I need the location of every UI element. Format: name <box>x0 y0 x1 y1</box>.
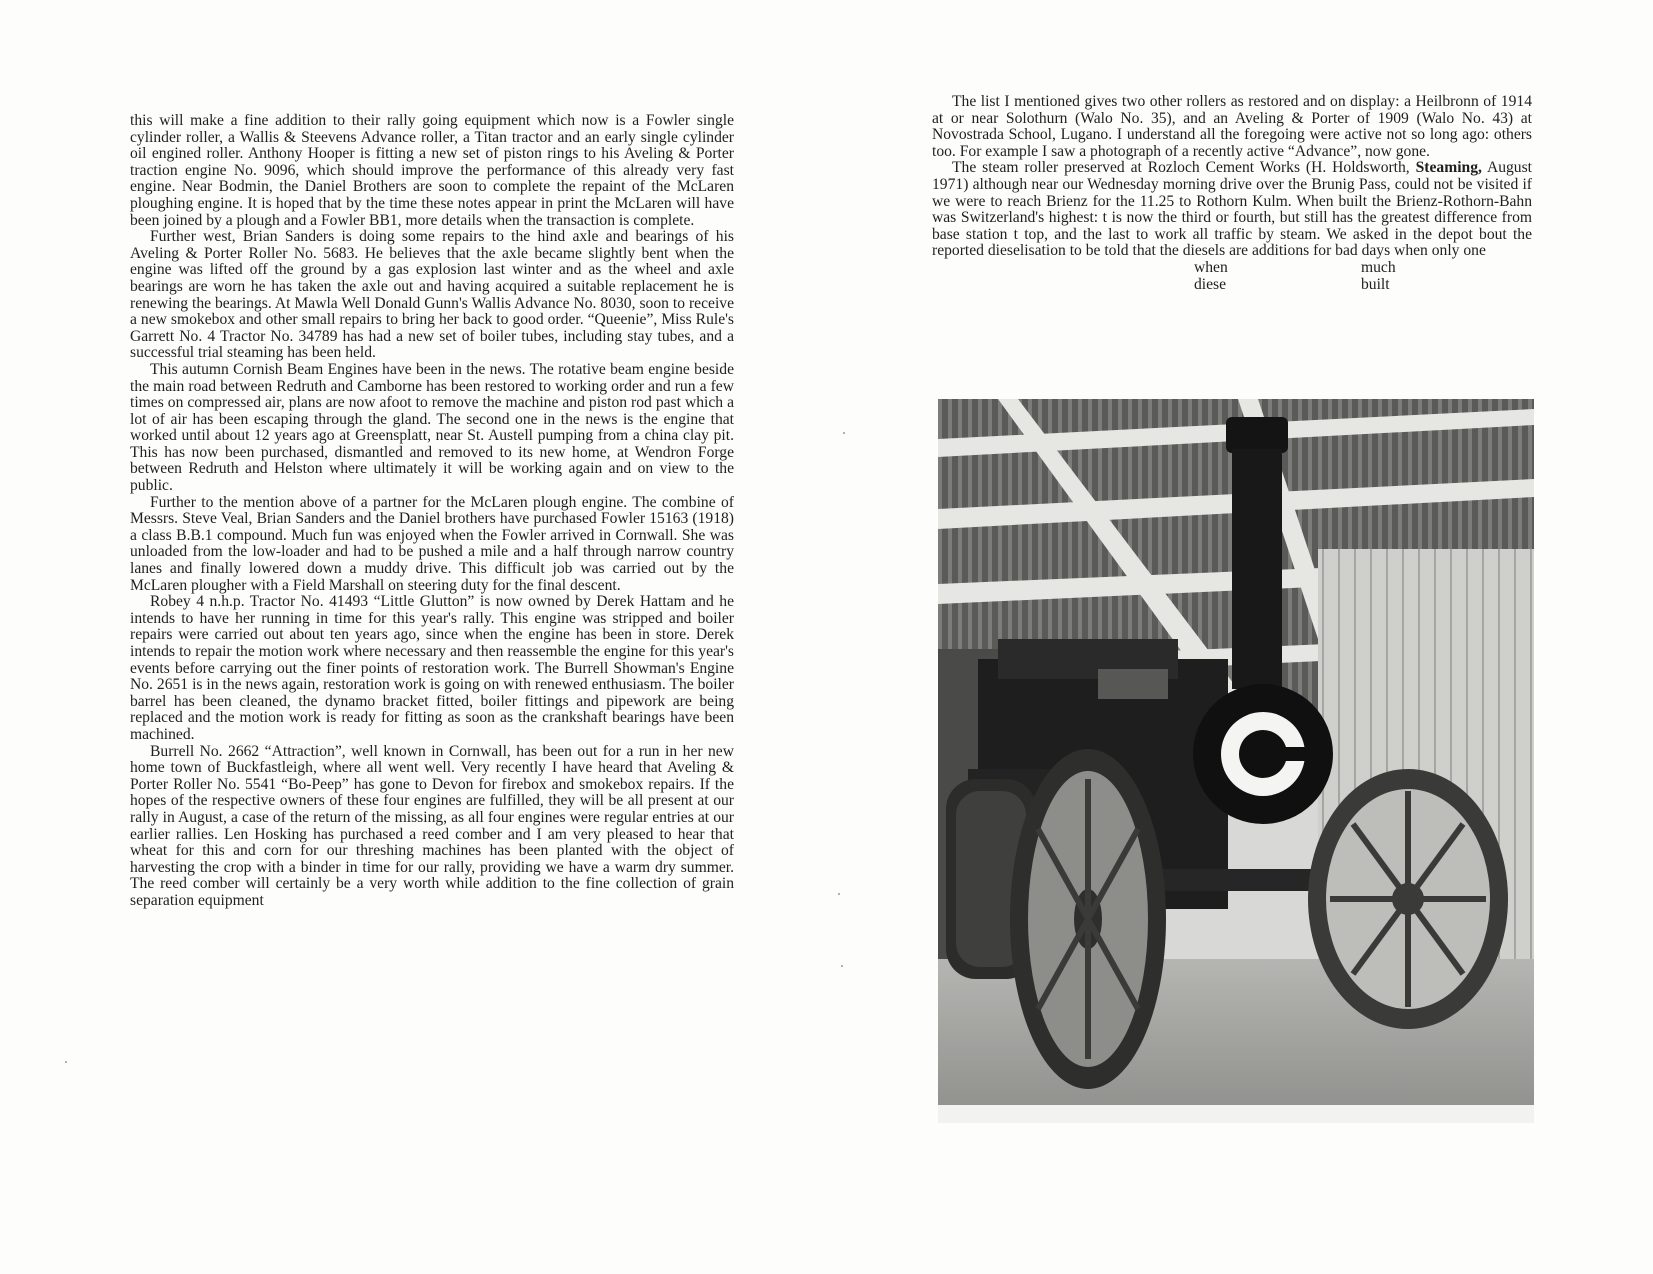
paragraph: The list I mentioned gives two other rollers as restored and on display: a Heilbronn of 1914 at or near Solothurn (Walo No. 35), and an Aveling & Porter of 1909 (Walo No. 43) at Novostrada School, Lugano. I understand all the foregoing were active not so long ago: others too. For example I saw a photograph of a recently active “Advance”, now gone. <box>932 93 1532 160</box>
traction-engine-photo <box>938 399 1534 1123</box>
paragraph: Robey 4 n.h.p. Tractor No. 41493 “Little Glutton” is now owned by Derek Hattam and he intends to have her running in time for this year's rally. This engine was stripped and boiler repairs were carried out about ten years ago, since when the engine has been in store. Derek intends to repair the motion work where necessary and then reassemble the engine for this year's events before carrying out the finer points of restoration work. The Burrell Showman's Engine No. 2651 is in the news again, restoration work is going on with renewed enthusiasm. The boiler barrel has been cleaned, the dynamo bracket fitted, boiler fittings and pipework are being replaced and the motion work is ready for fitting as soon as the crankshaft bearings have been machined. <box>130 593 734 743</box>
speck <box>65 1061 67 1063</box>
publication-title: Steaming, <box>1415 159 1482 177</box>
photo-bottom-border <box>938 1105 1534 1123</box>
text-fragment: diese <box>1194 275 1227 293</box>
paragraph: This autumn Cornish Beam Engines have been in the news. The rotative beam engine beside the main road between Redruth and Camborne has been restored to working order and run a few times on compressed air, plans are now afoot to remove the machine and piston rod past which a lot of air has been escaping through the gland. The second one in the news is the engine that worked until about 12 years ago at Greensplatt, near St. Austell pumping from a china clay pit. This has now been purchased, dismantled and removed to its new home, at Wendron Forge between Redruth and Helston where ultimately it will be working again and on view to the public. <box>130 360 734 495</box>
truncated-line <box>932 277 1532 294</box>
paragraph: Further west, Brian Sanders is doing some repairs to the hind axle and bearings of his Aveling & Porter Roller No. 5683. He believes that the axle became slightly bent when the engine was lifted off the ground by a gas explosion last winter and as the wheel and axle bearings are worn he has taken the axle out and having acquired a suitable replacement he is renewing the bearings. At Mawla Well Donald Gunn's Wallis Advance No. 8030, soon to receive a new smokebox and other small repairs to bring her back to good order. “Queenie”, Miss Rule's Garrett No. 4 Tractor No. 34789 has had a new set of boiler tubes, including stay tubes, and a successful trial steaming has been held. <box>130 228 734 362</box>
speck <box>843 432 845 434</box>
speck <box>838 893 840 895</box>
text-fragment: much <box>1361 258 1396 276</box>
front-wheel-right <box>1308 769 1508 1029</box>
paragraph: Further to the mention above of a partner for the McLaren plough engine. The combine of Messrs. Steve Veal, Brian Sanders and the Daniel brothers have purchased Fowler 15163 (1918) a class B.B.1 compound. Much fun was enjoyed when the Fowler arrived in Cornwall. She was unloaded from the low-loader and had to be pushed a mile and a half through narrow country lanes and finally lowered down a muddy drive. This difficult job was carried out by the McLaren plougher with a Field Marshall on steering duty for the final descent. <box>130 493 734 594</box>
left-page-text-column <box>130 113 734 910</box>
text-fragment: when <box>1194 258 1228 276</box>
speck <box>841 965 843 967</box>
chimney <box>1226 417 1288 689</box>
photo-illustration <box>938 399 1534 1123</box>
right-page-text-column <box>932 94 1532 294</box>
front-wheel-left <box>1010 749 1166 1089</box>
paragraph-text: August 1971) although near our Wednesday morning drive over the Brunig Pass, could not be visited if we were to reach Brienz for the 11.25 to Rothorn Kulm. When built the Brienz-Rothorn-Bahn was Switzerland's highest: t is now the third or fourth, but still has the greatest difference from base station t top, and the last to work all traffic by steam. We asked in the depot bout the reported dieselisation to be told that the diesels are additions for bad days when only one <box>932 159 1533 260</box>
paragraph <box>932 160 1532 260</box>
paragraph-text: The steam roller preserved at Rozloch Cement Works (H. Holdsworth, <box>952 159 1410 177</box>
paragraph: Burrell No. 2662 “Attraction”, well known in Cornwall, has been out for a run in her new home town of Buckfastleigh, where all went well. Very recently I have heard that Aveling & Porter Roller No. 5541 “Bo-Peep” has gone to Devon for firebox and smokebox repairs. If the hopes of the respective owners of these four engines are fulfilled, they will be all present at our rally in August, a case of the return of the missing, as all four engines were regular entries at our earlier rallies. Len Hosking has purchased a reed comber and I am very pleased to hear that wheat for this and corn for our threshing machines has been planted with the object of harvesting the crop with a binder in time for our rally, providing we have a warm dry summer. The reed comber will certainly be a very worth while addition to the fine collection of grain separation equipment <box>130 742 734 909</box>
truncated-line <box>932 260 1532 277</box>
paragraph: this will make a fine addition to their rally going equipment which now is a Fowler single cylinder roller, a Wallis & Steevens Advance roller, a Titan tractor and an early single cylinder oil engined roller. Anthony Hooper is fitting a new set of piston rings to his Aveling & Porter traction engine No. 9096, which should improve the performance of this already very fast engine. Near Bodmin, the Daniel Brothers are soon to complete the repaint of the McLaren ploughing engine. It is hoped that by the time these notes appear in print the McLaren will have been joined by a plough and a Fowler BB1, more details when the transaction is complete. <box>130 112 734 229</box>
text-fragment: built <box>1361 275 1390 293</box>
